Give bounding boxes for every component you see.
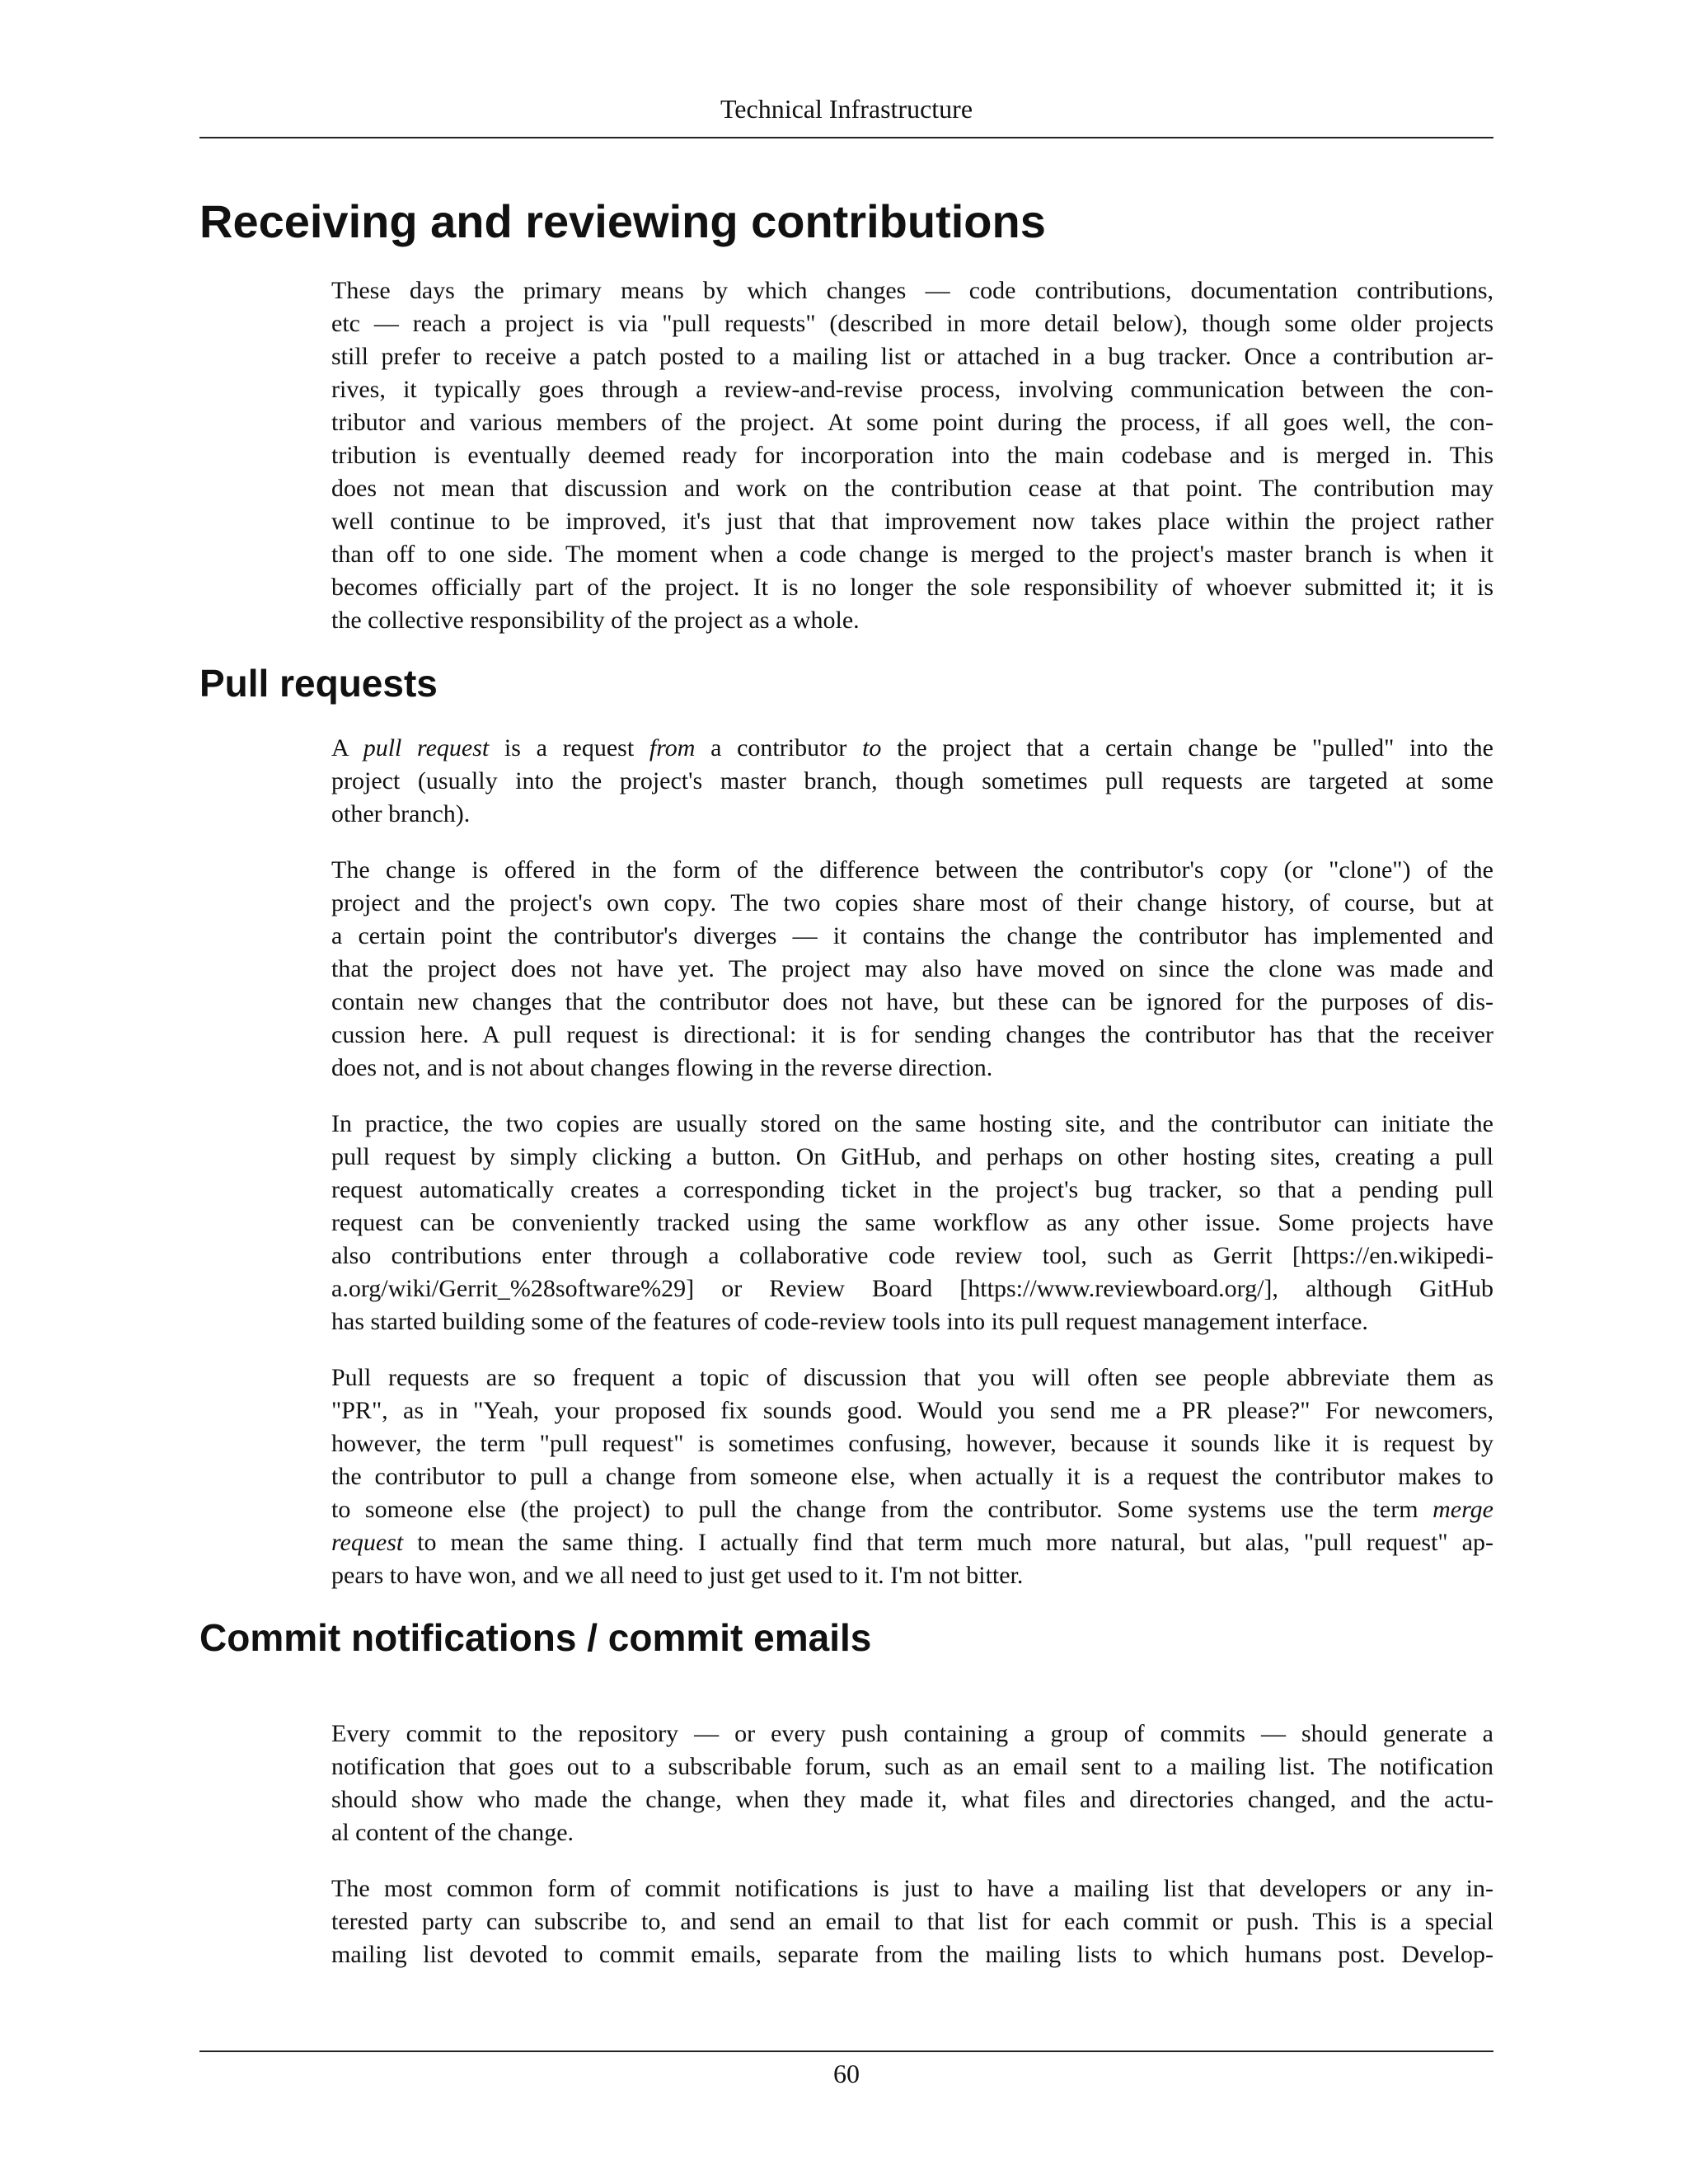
header-rule: [199, 137, 1493, 138]
commit-notifications-paragraph-1: [331, 1718, 1493, 1849]
text-line: In practice, the two copies are usually stored on the same hosting site, and the contributor can initiate the: [331, 1110, 1493, 1137]
text-line: al content of the change.: [331, 1819, 574, 1846]
page-number: 60: [833, 2059, 860, 2088]
text-line: has started building some of the features of code-review tools into its pull request management interface.: [331, 1308, 1368, 1335]
text-line: project and the project's own copy. The two copies share most of their change history, of course, but at: [331, 889, 1493, 916]
pull-requests-paragraph-1: [331, 732, 1493, 831]
text-line: to someone else (the project) to pull the change from the contributor. Some systems use the term merge: [331, 1496, 1493, 1523]
text-line: request can be conveniently tracked using the same workflow as any other issue. Some projects have: [331, 1209, 1493, 1236]
text-line: request automatically creates a corresponding ticket in the project's bug tracker, so that a pending pull: [331, 1176, 1493, 1203]
pull-requests-paragraph-3: [331, 1108, 1493, 1338]
footer-rule: [199, 2050, 1493, 2052]
text-line: mailing list devoted to commit emails, separate from the mailing lists to which humans post. Develop-: [331, 1941, 1493, 1968]
text-line: the contributor to pull a change from someone else, when actually it is a request the contributor makes to: [331, 1463, 1493, 1490]
emphasis: pull request: [363, 734, 490, 762]
commit-notifications-paragraph-2: [331, 1872, 1493, 1971]
text-line: rives, it typically goes through a review-and-revise process, involving communication between the con-: [331, 376, 1493, 403]
text-line: still prefer to receive a patch posted to a mailing list or attached in a bug tracker. Once a contribution ar-: [331, 343, 1493, 370]
text-line: the collective responsibility of the project as a whole.: [331, 607, 860, 634]
text-line: also contributions enter through a collaborative code review tool, such as Gerrit [https://en.wikipedi-: [331, 1242, 1493, 1269]
text-line: contain new changes that the contributor does not have, but these can be ignored for the purposes of dis-: [331, 988, 1493, 1015]
text-line: a certain point the contributor's diverges — it contains the change the contributor has implemented and: [331, 922, 1493, 949]
text-line: pears to have won, and we all need to just get used to it. I'm not bitter.: [331, 1562, 1024, 1589]
pull-requests-paragraph-4: [331, 1361, 1493, 1592]
text-line: pull request by simply clicking a button. On GitHub, and perhaps on other hosting sites, creating a pull: [331, 1143, 1493, 1170]
text-line: "PR", as in "Yeah, your proposed fix sounds good. Would you send me a PR please?" For newcomers,: [331, 1397, 1493, 1424]
text-line: project (usually into the project's master branch, though sometimes pull requests are targeted at some: [331, 767, 1493, 794]
text-line: however, the term "pull request" is sometimes confusing, however, because it sounds like it is request by: [331, 1430, 1493, 1457]
text-line: well continue to be improved, it's just that that improvement now takes place within the project rather: [331, 508, 1493, 535]
emphasis: merge: [1432, 1496, 1493, 1523]
commit-notifications-heading: Commit notifications / commit emails: [199, 1616, 872, 1659]
text-line: a.org/wiki/Gerrit_%28software%29] or Review Board [https://www.reviewboard.org/], although GitHub: [331, 1275, 1493, 1302]
text-line: etc — reach a project is via "pull requests" (described in more detail below), though some older projects: [331, 310, 1493, 337]
text-line: Pull requests are so frequent a topic of discussion that you will often see people abbreviate them as: [331, 1364, 1493, 1391]
text-line: request to mean the same thing. I actually find that term much more natural, but alas, "pull request" ap-: [331, 1529, 1493, 1556]
text-line: should show who made the change, when they made it, what files and directories changed, and the actu-: [331, 1786, 1493, 1813]
pull-requests-paragraph-2: [331, 854, 1493, 1085]
text-line: becomes officially part of the project. It is no longer the sole responsibility of whoever submitted it; it is: [331, 574, 1493, 601]
emphasis: to: [862, 734, 882, 762]
emphasis: from: [649, 734, 696, 762]
text-line: notification that goes out to a subscribable forum, such as an email sent to a mailing list. The notification: [331, 1753, 1493, 1780]
intro-paragraph: [331, 274, 1493, 637]
running-header: Technical Infrastructure: [720, 94, 973, 124]
text-line: tributor and various members of the project. At some point during the process, if all goes well, the con-: [331, 409, 1493, 436]
text-line: other branch).: [331, 800, 471, 827]
emphasis: request: [331, 1529, 404, 1556]
text-line: does not mean that discussion and work on the contribution cease at that point. The contribution may: [331, 475, 1493, 502]
text-line: Every commit to the repository — or every push containing a group of commits — should generate a: [331, 1720, 1493, 1747]
text-line: does not, and is not about changes flowing in the reverse direction.: [331, 1054, 993, 1081]
text-line: than off to one side. The moment when a code change is merged to the project's master branch is when it: [331, 541, 1493, 568]
text-line: The most common form of commit notifications is just to have a mailing list that developers or any in-: [331, 1875, 1493, 1902]
section-title: Receiving and reviewing contributions: [199, 195, 1046, 247]
text-line: A pull request is a request from a contributor to the project that a certain change be "pulled" into the: [331, 734, 1493, 762]
text-line: cussion here. A pull request is directional: it is for sending changes the contributor has that the receiver: [331, 1021, 1493, 1048]
text-line: tribution is eventually deemed ready for incorporation into the main codebase and is merged in. This: [331, 442, 1493, 469]
pull-requests-heading: Pull requests: [199, 662, 438, 705]
text-line: terested party can subscribe to, and send an email to that list for each commit or push. This is a special: [331, 1908, 1493, 1935]
text-line: These days the primary means by which changes — code contributions, documentation contributions,: [331, 277, 1493, 304]
text-line: The change is offered in the form of the difference between the contributor's copy (or "clone") of the: [331, 856, 1493, 883]
text-line: that the project does not have yet. The project may also have moved on since the clone was made and: [331, 955, 1493, 982]
